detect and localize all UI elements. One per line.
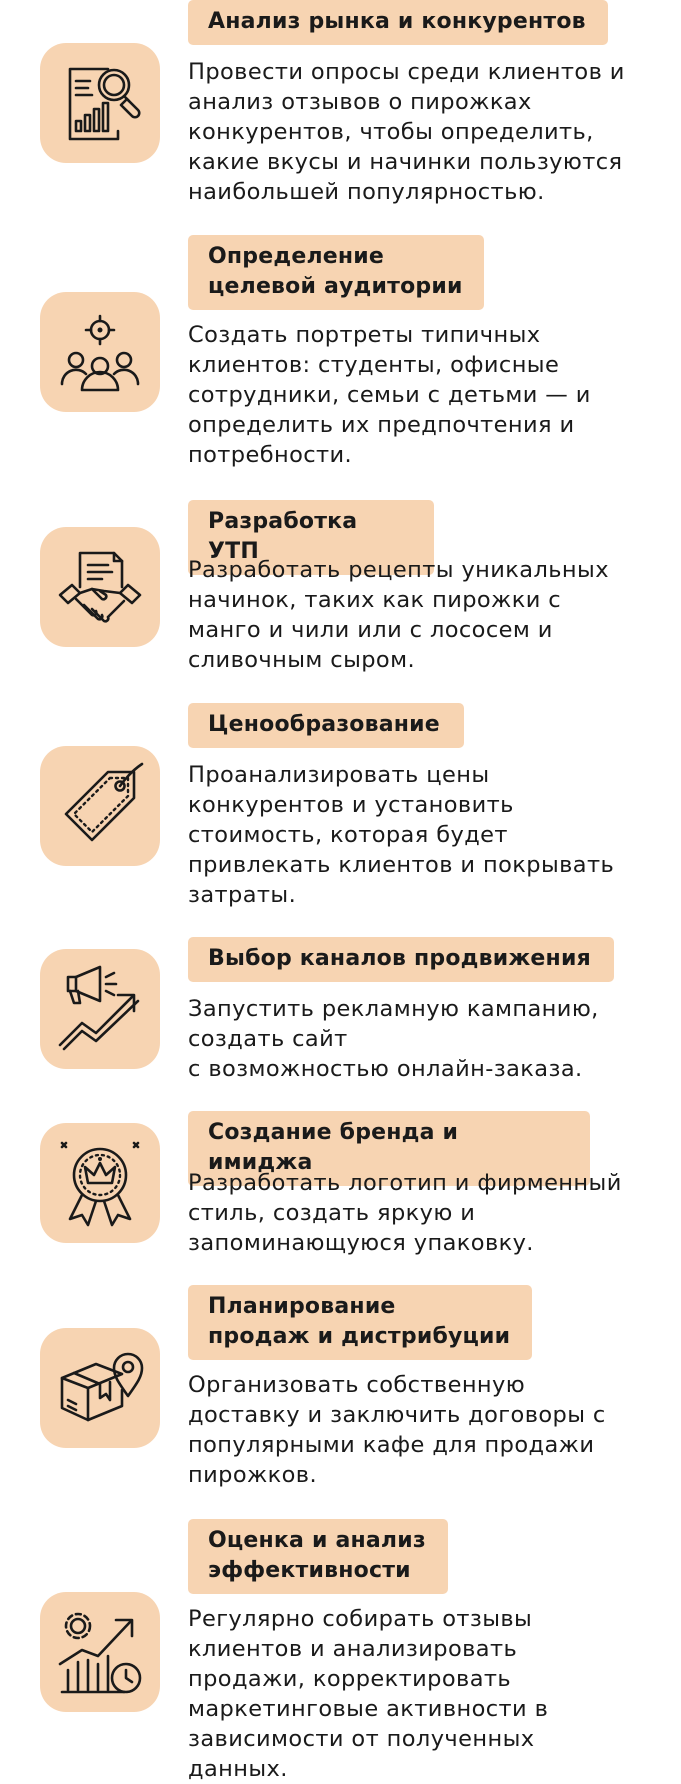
step-description: Запустить рекламную кампанию, создать сайт с возможностью онлайн-заказа.: [188, 996, 599, 1082]
step-title: Ценообразование: [188, 703, 464, 748]
step-title: Создание бренда и имиджа: [188, 1111, 590, 1186]
step-description: Создать портреты типичных клиентов: студенты, офисные сотрудники, семьи с детьми — и определить их предпочтения и потребности.: [188, 322, 591, 468]
step-description: Регулярно собирать отзывы клиентов и анализировать продажи, корректировать маркетинговые активности в зависимости от полученных данных.: [188, 1606, 549, 1782]
step-description: Разработать рецепты уникальных начинок, таких как пирожки с манго и чили или с лососем и сливочным сыром.: [188, 557, 609, 673]
icon-container: [40, 1328, 160, 1448]
step-title: Выбор каналов продвижения: [188, 937, 614, 982]
icon-container: [40, 1592, 160, 1712]
step-description: Разработать логотип и фирменный стиль, создать яркую и запоминающуюся упаковку.: [188, 1170, 622, 1256]
icon-container: [40, 949, 160, 1069]
target-audience-icon: [52, 304, 148, 400]
brand-badge-icon: [52, 1135, 148, 1231]
step-title: Оценка и анализ эффективности: [188, 1519, 448, 1594]
icon-container: [40, 527, 160, 647]
icon-container: [40, 746, 160, 866]
step-title: Анализ рынка и конкурентов: [188, 0, 608, 45]
step-description: Организовать собственную доставку и заключить договоры с популярными кафе для продажи пирожков.: [188, 1372, 606, 1488]
step-title: Планирование продаж и дистрибуции: [188, 1285, 532, 1360]
icon-container: [40, 292, 160, 412]
step-description: Провести опросы среди клиентов и анализ отзывов о пирожках конкурентов, чтобы определить, какие вкусы и начинки пользуются наибольшей популярностью.: [188, 59, 625, 205]
market-analysis-icon: [52, 55, 148, 151]
handshake-icon: [52, 539, 148, 635]
icon-container: [40, 43, 160, 163]
megaphone-growth-icon: [52, 961, 148, 1057]
price-tag-icon: [52, 758, 148, 854]
performance-analysis-icon: [52, 1604, 148, 1700]
step-description: Проанализировать цены конкурентов и установить стоимость, которая будет привлекать клиентов и покрывать затраты.: [188, 762, 615, 908]
step-title: Определение целевой аудитории: [188, 235, 484, 310]
icon-container: [40, 1123, 160, 1243]
step-title: Разработка УТП: [188, 500, 434, 575]
delivery-box-icon: [52, 1340, 148, 1436]
